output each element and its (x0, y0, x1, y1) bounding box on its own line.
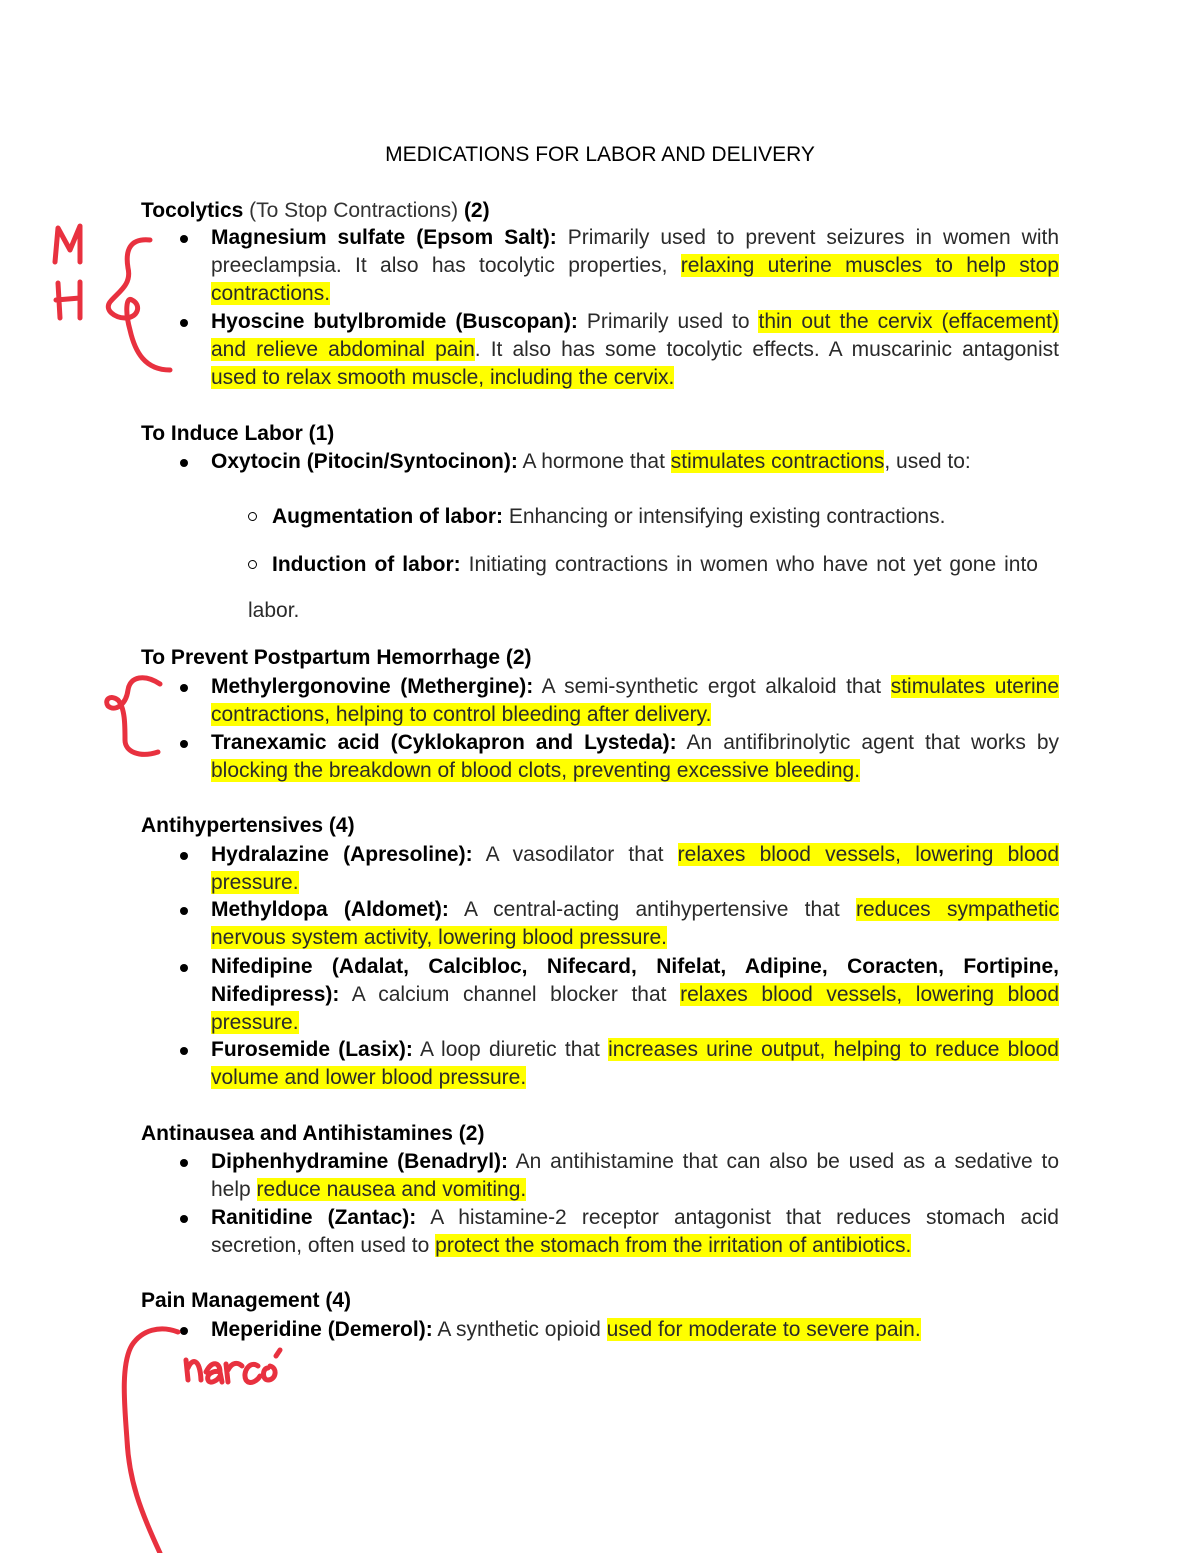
section-heading-pain-management: Pain Management (4) (141, 1289, 352, 1312)
ink-brace-2 (107, 678, 160, 755)
list-item: Oxytocin (Pitocin/Syntocinon): A hormone that stimulates contractions, used to: (211, 448, 1059, 476)
list-item: Meperidine (Demerol): A synthetic opioid used for moderate to severe pain. (211, 1316, 1059, 1344)
sub-list-item: Augmentation of labor: Enhancing or intensifying existing contractions. (248, 494, 1038, 540)
ink-letter-m (55, 226, 80, 262)
ink-brace-1 (108, 240, 170, 370)
list-item: Magnesium sulfate (Epsom Salt): Primarily used to prevent seizures in women with preeclampsia. It also has tocolytic properties, relaxing uterine muscles to help stop contractions. (211, 224, 1059, 308)
section-heading-induce-labor: To Induce Labor (1) (141, 422, 335, 445)
list-item: Nifedipine (Adalat, Calcibloc, Nifecard, Nifelat, Adipine, Coracten, Fortipine, Nifedipress): A calcium channel blocker that relaxes blood vessels, lowering blood pressure. (211, 953, 1059, 1037)
list-item: Ranitidine (Zantac): A histamine-2 receptor antagonist that reduces stomach acid secretion, often used to protect the stomach from the irritation of antibiotics. (211, 1204, 1059, 1260)
list-item: Hydralazine (Apresoline): A vasodilator that relaxes blood vessels, lowering blood pressure. (211, 841, 1059, 897)
document-title: MEDICATIONS FOR LABOR AND DELIVERY (385, 143, 815, 166)
section-heading-antinausea: Antinausea and Antihistamines (2) (141, 1122, 485, 1145)
section-heading-tocolytics: Tocolytics (To Stop Contractions) (2) (141, 199, 490, 222)
list-item: Methyldopa (Aldomet): A central-acting antihypertensive that reduces sympathetic nervous system activity, lowering blood pressure. (211, 896, 1059, 952)
list-item: Tranexamic acid (Cyklokapron and Lysteda): An antifibrinolytic agent that works by blocking the breakdown of blood clots, preventing excessive bleeding. (211, 729, 1059, 785)
list-item: Diphenhydramine (Benadryl): An antihistamine that can also be used as a sedative to help reduce nausea and vomiting. (211, 1148, 1059, 1204)
list-item: Furosemide (Lasix): A loop diuretic that increases urine output, helping to reduce blood volume and lower blood pressure. (211, 1036, 1059, 1092)
sub-list-item: Induction of labor: Initiating contractions in women who have not yet gone into labor. (248, 542, 1038, 634)
ink-letter-h (56, 282, 80, 318)
ink-word-narco (186, 1350, 280, 1383)
list-item: Hyoscine butylbromide (Buscopan): Primarily used to thin out the cervix (effacement) and relieve abdominal pain. It also has some tocolytic effects. A muscarinic antagonist used to relax smooth muscle, including the cervix. (211, 308, 1059, 392)
ink-long-curve (124, 1329, 178, 1553)
section-heading-postpartum-hemorrhage: To Prevent Postpartum Hemorrhage (2) (141, 646, 532, 669)
list-item: Methylergonovine (Methergine): A semi-synthetic ergot alkaloid that stimulates uterine contractions, helping to control bleeding after delivery. (211, 673, 1059, 729)
section-heading-antihypertensives: Antihypertensives (4) (141, 814, 355, 837)
